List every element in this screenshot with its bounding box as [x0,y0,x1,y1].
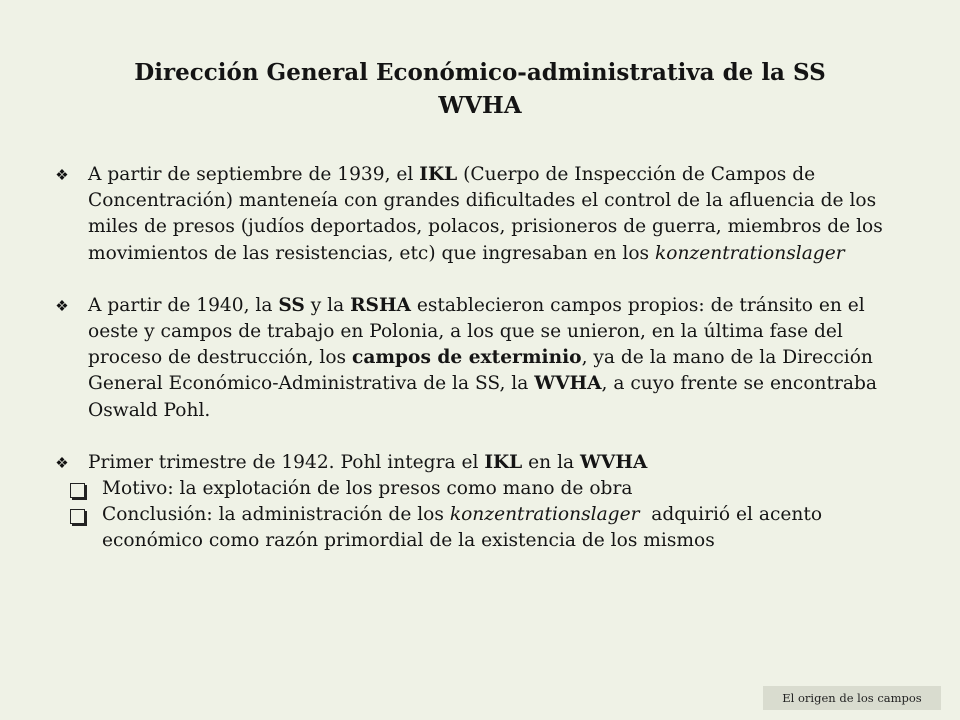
rsha-term: RSHA [350,294,411,316]
title-line-1: Dirección General Económico-administrativa de la SS [134,59,826,86]
slide-title [40,56,920,122]
sub-bullet-1: Motivo: la explotación de los presos como mano de obra [52,476,902,502]
ikl-term: IKL [484,451,523,473]
checkbox-bullet-icon [70,509,85,524]
diamond-bullet-icon: ❖ [55,453,69,472]
wvha-term: WVHA [580,451,648,473]
title-line-2: WVHA [438,92,522,119]
konzentrationslager-term: konzentrationslager [654,242,845,264]
konzentrationslager-term: konzentrationslager [449,504,640,526]
bullet-1: ❖ A partir de septiembre de 1939, el IKL (Cuerpo de Inspección de Campos de Concentración) manteneía con grandes dificultades el control de la afluencia de los miles de presos (judíos deportados, polacos, prisioneros de guerra, miembros de los movimientos de las resistencias, etc) que ingresaban en los konzentrationslager [52,162,902,267]
diamond-bullet-icon: ❖ [55,296,69,315]
ikl-term: IKL [419,164,458,185]
sub-bullet-2: Conclusión: la administración de los konzentrationslager adquirió el acento económico como razón primordial de la existencia de los mismos [52,502,902,554]
diamond-bullet-icon: ❖ [55,166,69,184]
footer-label: El origen de los campos [763,686,941,710]
checkbox-bullet-icon [70,483,85,498]
wvha-term: WVHA [534,373,602,395]
bullet-2: ❖ A partir de 1940, la SS y la RSHA establecieron campos propios: de tránsito en el oeste y campos de trabajo en Polonia, a los que se unieron, en la última fase del proceso de destrucción, los campos de exterminio, ya de la mano de la Dirección General Económico-Administrativa de la SS, la WVHA, a cuyo frente se encontraba Oswald Pohl. [52,293,902,424]
ss-term: SS [278,294,305,316]
bullet-3: ❖ Primer trimestre de 1942. Pohl integra el IKL en la WVHA Motivo: la explotación de los presos como mano de obra Conclusión: la administración de los konzentrationslager adquirió el acento económico como razón primordial de la existencia de los mismos [52,450,902,555]
slide-content [52,162,902,555]
campos-exterminio-term: campos de exterminio [352,347,582,369]
